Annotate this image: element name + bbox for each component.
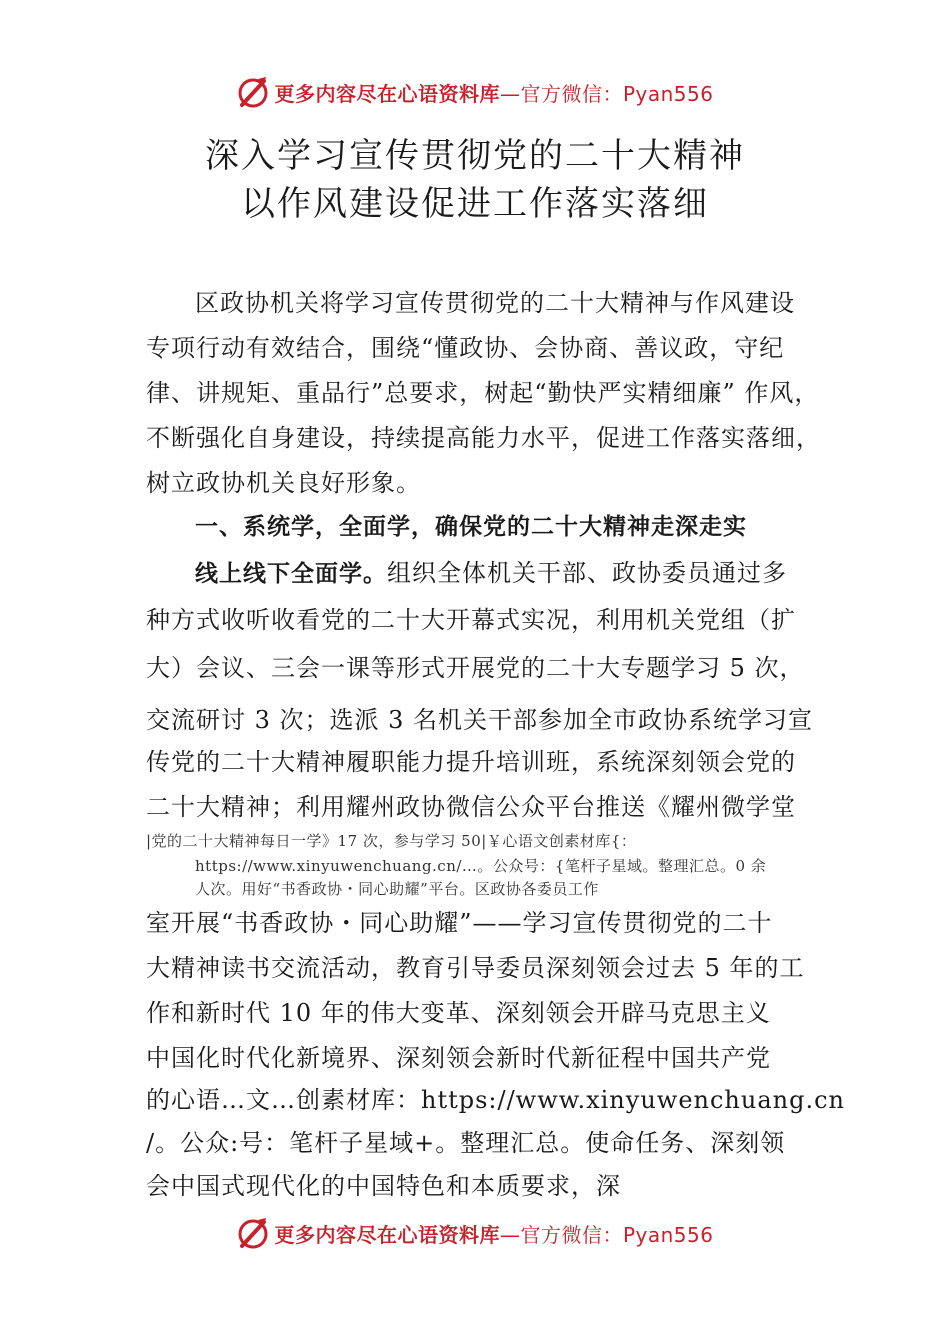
intro-line: 树立政协机关良好形象。 (146, 469, 421, 497)
banner-brand: 更多内容尽在心语资料库 (274, 81, 500, 106)
intro-line: 不断强化自身建设，持续提高能力水平，促进工作落实落细， (146, 424, 821, 452)
page-title-line2: 以作风建设促进工作落实落细 (241, 184, 709, 224)
footer-banner (0, 1213, 950, 1253)
brush-logo-icon (236, 1216, 270, 1250)
intro-line: 区政协机关将学习宣传贯彻党的二十大精神与作风建设 (195, 289, 795, 317)
banner-wechat: 官方微信：Pyan556 (520, 81, 714, 106)
body-line: 二十大精神；利用耀州政协微信公众平台推送《耀州微学堂 (146, 793, 796, 821)
banner-separator: — (499, 81, 521, 106)
brush-logo-icon (236, 75, 270, 109)
small-note-line: 人次。用好“书香政协・同心助耀”平台。区政协各委员工作 (195, 880, 599, 898)
intro-line: 律、讲规矩、重品行”总要求，树起“勤快严实精细廉” 作风， (146, 379, 820, 407)
subsection-lead: 线上线下全面学。 (195, 561, 387, 587)
banner-wechat: 官方微信：Pyan556 (520, 1222, 714, 1247)
body-line: /。公众:号：笔杆子星域+。整理汇总。使命任务、深刻领 (146, 1129, 786, 1157)
section-heading: 一、系统学，全面学，确保党的二十大精神走深走实 (195, 514, 747, 540)
banner-separator: — (499, 1222, 521, 1247)
body-line: 的心语…文…创素材库：https://www.xinyuwenchuang.cn (146, 1086, 845, 1114)
body-line: 大精神读书交流活动，教育引导委员深刻领会过去 5 年的工 (146, 954, 805, 982)
body-line: 中国化时代化新境界、深刻领会新时代新征程中国共产党 (146, 1044, 771, 1072)
small-note-line: |党的二十大精神每日一学》17 次，参与学习 50|￥心语文创素材库{： (146, 832, 637, 850)
subsection-line (195, 553, 787, 588)
header-banner (0, 72, 950, 112)
small-note-line: https://www.xinyuwenchuang.cn/…。公众号：{笔杆子星域。整理汇总。0 余 (195, 857, 767, 875)
body-line: 种方式收听收看党的二十大开幕式实况，利用机关党组（扩 (146, 606, 796, 634)
subsection-text: 组织全体机关干部、政协委员通过多 (387, 559, 787, 587)
banner-text (274, 78, 713, 107)
body-line: 传党的二十大精神履职能力提升培训班，系统深刻领会党的 (146, 748, 796, 776)
body-line: 交流研讨 3 次；选派 3 名机关干部参加全市政协系统学习宣 (146, 706, 814, 734)
page-title-line1: 深入学习宣传贯彻党的二十大精神 (205, 136, 745, 176)
banner-brand: 更多内容尽在心语资料库 (274, 1222, 500, 1247)
banner-text (274, 1219, 713, 1248)
body-line: 室开展“书香政协・同心助耀”——学习宣传贯彻党的二十 (146, 909, 773, 937)
body-line: 会中国式现代化的中国特色和本质要求，深 (146, 1172, 621, 1200)
body-line: 大）会议、三会一课等形式开展党的二十大专题学习 5 次， (146, 654, 805, 682)
intro-line: 专项行动有效结合，围绕“懂政协、会协商、善议政，守纪 (146, 334, 785, 362)
body-line: 作和新时代 10 年的伟大变革、深刻领会开辟马克思主义 (146, 999, 771, 1027)
